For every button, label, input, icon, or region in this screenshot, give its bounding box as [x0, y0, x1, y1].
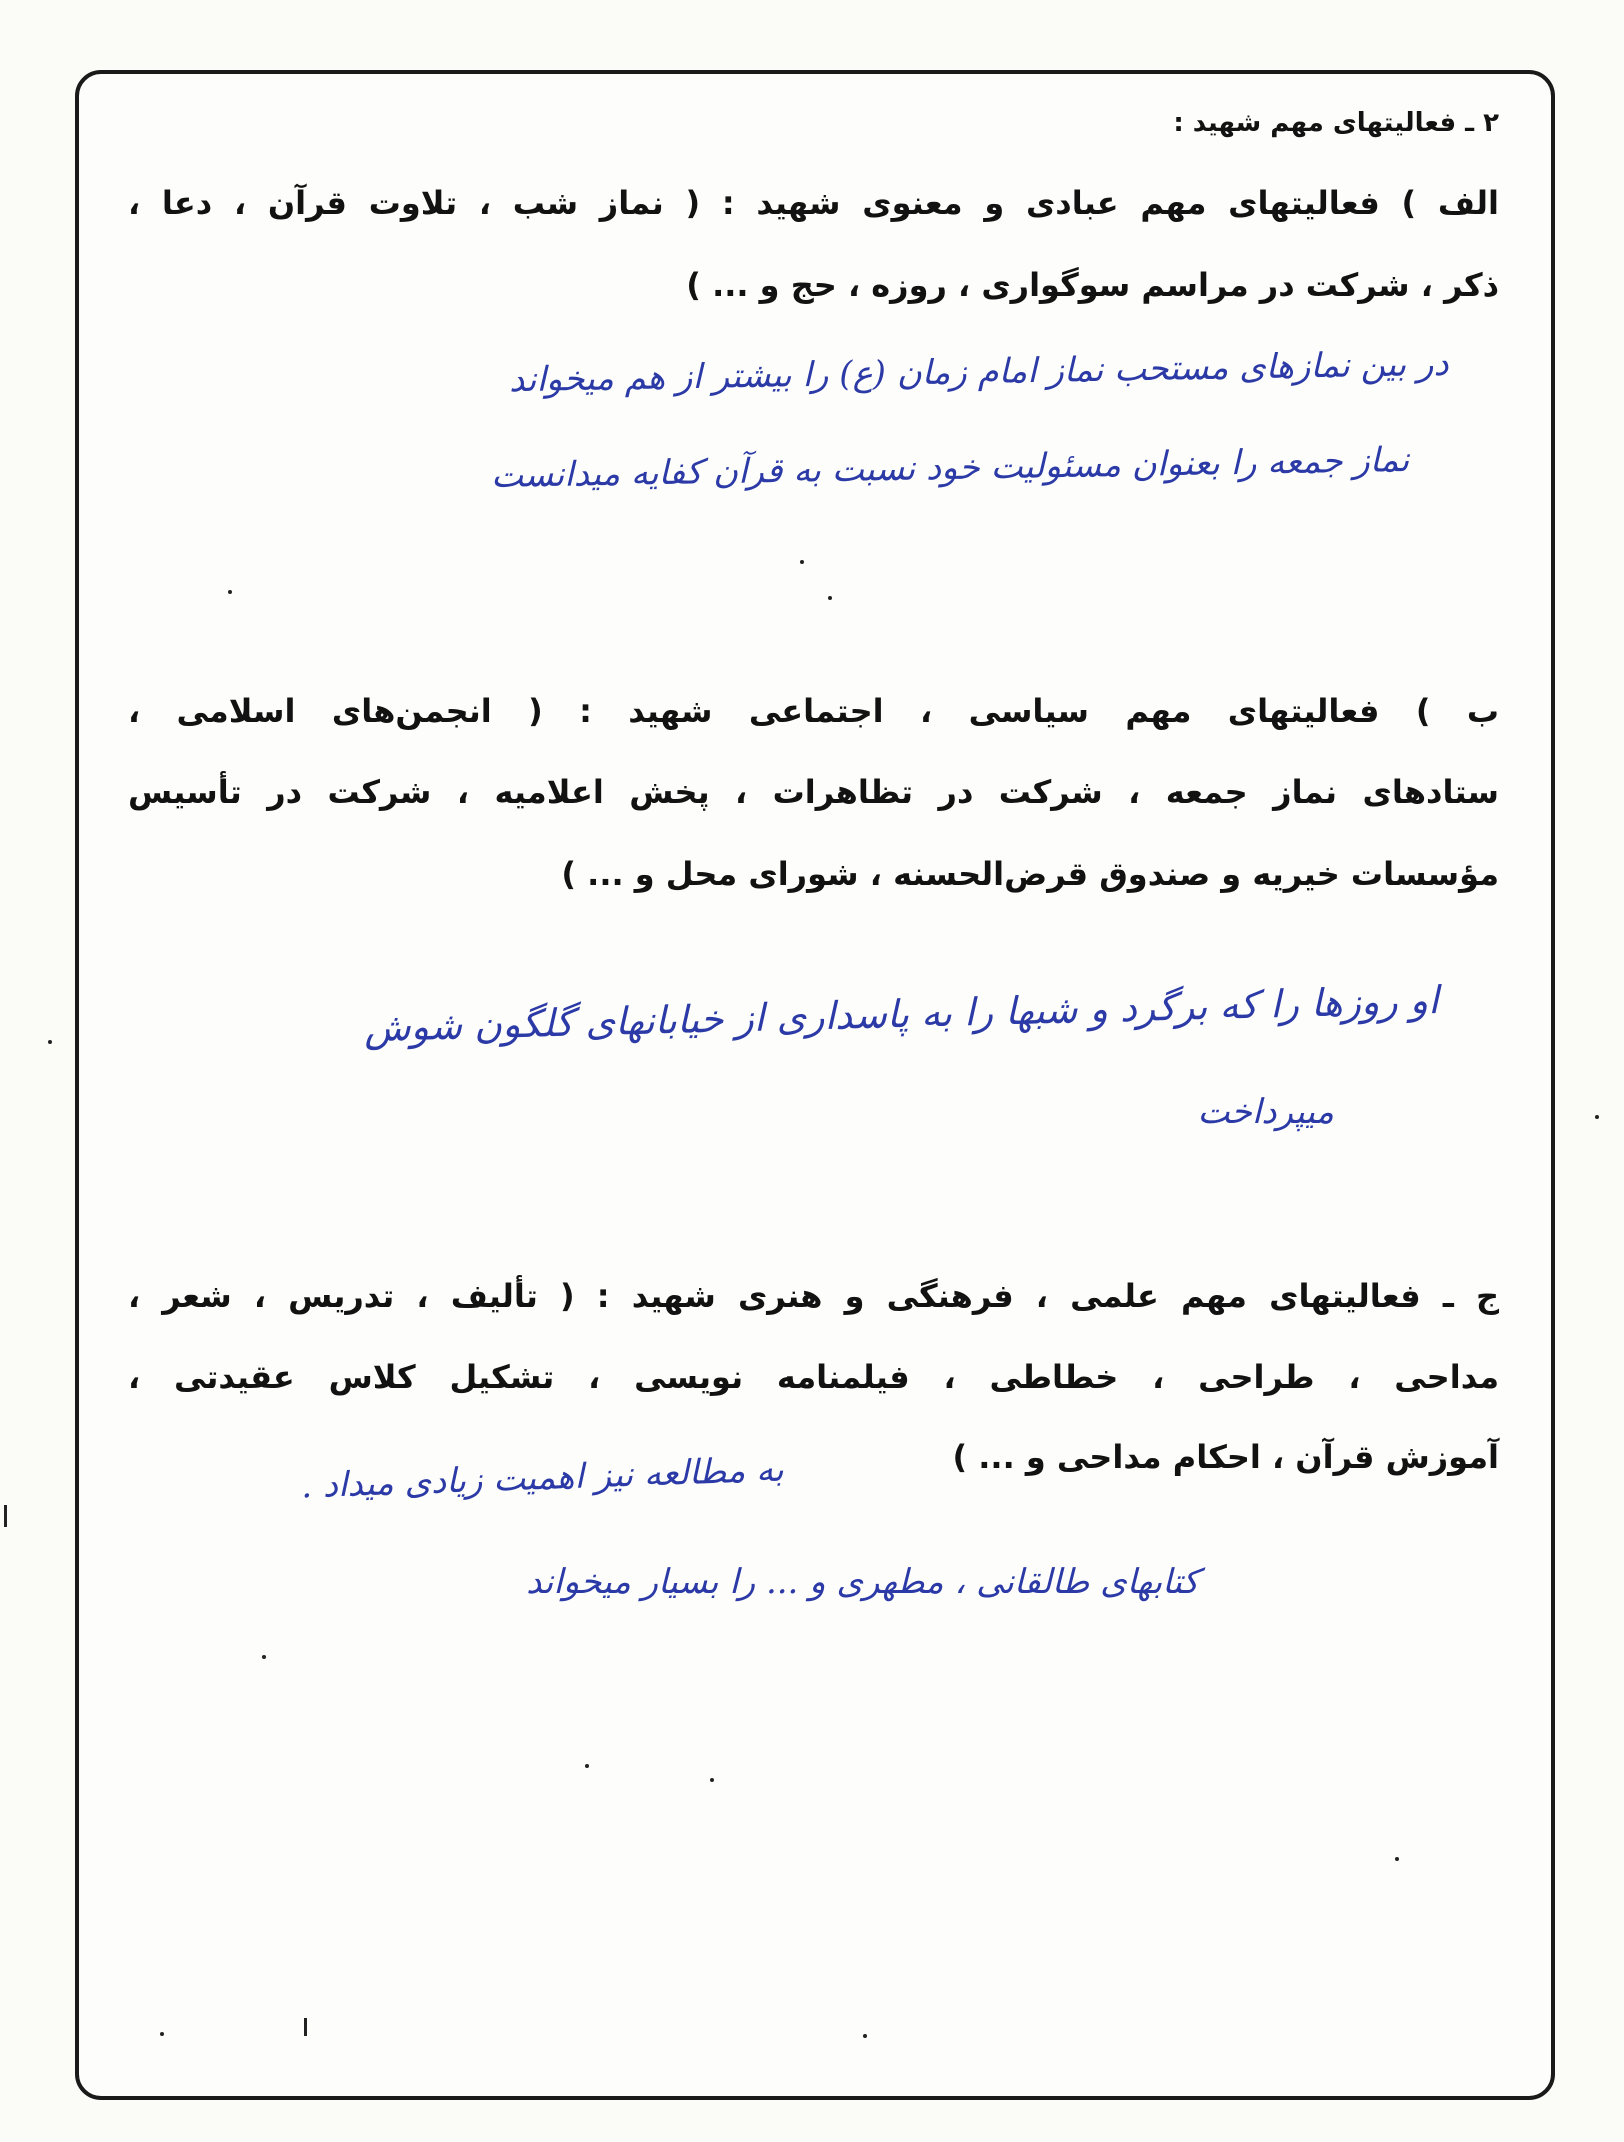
- section-heading: ۲ ـ فعالیتهای مهم شهید :: [1173, 108, 1499, 138]
- scan-speck: [262, 1655, 266, 1659]
- section-c-line-3: آموزش قرآن ، احکام مداحی و ... ): [952, 1438, 1499, 1476]
- handwritten-note-c-inline: به مطالعه نیز اهمیت زیادی میداد .: [300, 1449, 785, 1507]
- scan-speck: [228, 590, 232, 594]
- scan-speck: [1595, 1115, 1599, 1119]
- scan-speck: [48, 1040, 52, 1044]
- scan-edge-mark: [4, 1505, 7, 1527]
- scan-speck: [710, 1778, 714, 1782]
- handwritten-note-a-2: نماز جمعه را بعنوان مسئولیت خود نسبت به قرآن کفایه میدانست: [490, 439, 1410, 497]
- scan-speck: [585, 1764, 589, 1768]
- section-a-line-1: الف ) فعالیتهای مهم عبادی و معنوی شهید : ( نماز شب ، تلاوت قرآن ، دعا ،: [128, 184, 1499, 222]
- scan-edge-mark: [304, 2018, 307, 2036]
- scan-speck: [828, 596, 832, 600]
- handwritten-note-b-2: میپرداخت: [1197, 1092, 1334, 1132]
- section-a-line-2: ذکر ، شرکت در مراسم سوگواری ، روزه ، حج و ... ): [686, 266, 1499, 304]
- scan-speck: [160, 2032, 164, 2036]
- section-b-line-2: ستادهای نماز جمعه ، شرکت در تظاهرات ، پخش اعلامیه ، شرکت در تأسیس: [128, 773, 1499, 811]
- scan-speck: [1395, 1857, 1399, 1861]
- handwritten-note-c-1: کتابهای طالقانی ، مطهری و ... را بسیار میخواند: [526, 1562, 1199, 1602]
- section-b-line-3: مؤسسات خیریه و صندوق قرض‌الحسنه ، شورای محل و ... ): [561, 855, 1499, 893]
- section-b-line-1: ب ) فعالیتهای مهم سیاسی ، اجتماعی شهید : ( انجمن‌های اسلامی ،: [128, 692, 1499, 730]
- scan-speck: [800, 560, 804, 564]
- section-c-line-2: مداحی ، طراحی ، خطاطی ، فیلمنامه نویسی ، تشکیل کلاس عقیدتی ،: [128, 1358, 1499, 1396]
- scan-speck: [863, 2034, 867, 2038]
- section-c-line-1: ج ـ فعالیتهای مهم علمی ، فرهنگی و هنری شهید : ( تألیف ، تدریس ، شعر ،: [128, 1277, 1499, 1315]
- handwritten-note-b-1: او روزها را که برگرد و شبها را به پاسداری از خیابانهای گلگون شوش: [363, 977, 1440, 1051]
- handwritten-note-a-1: در بین نمازهای مستحب نماز امام زمان (ع) را بیشتر از هم میخواند: [509, 343, 1450, 401]
